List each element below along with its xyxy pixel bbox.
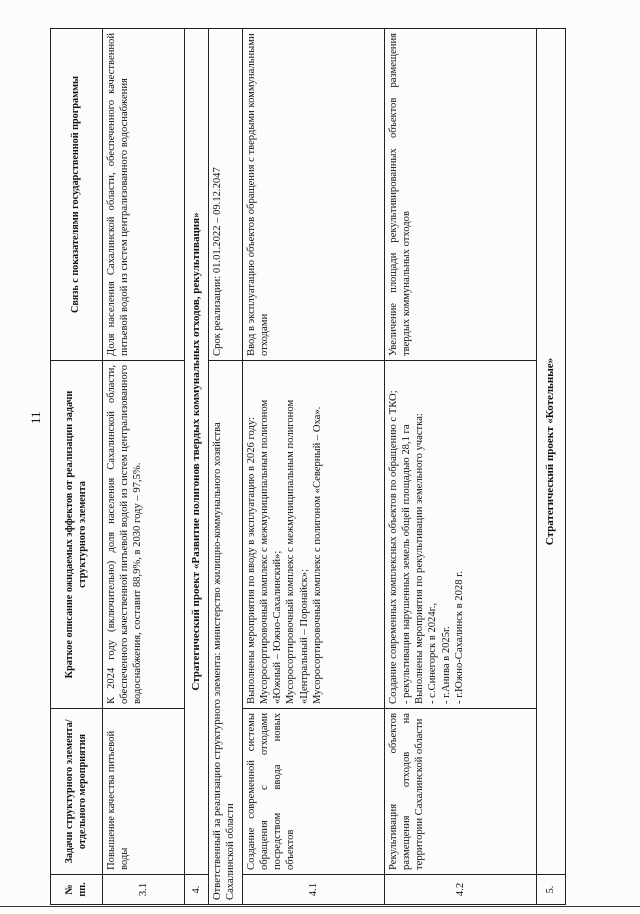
table-row	[103, 29, 185, 905]
row-number: 4.2	[385, 875, 537, 905]
effects-line: Мусоросортировочный комплекс с межмуниципальным полигоном «Центральный – Поронайск»;	[285, 399, 310, 704]
row-number: 5.	[537, 875, 566, 905]
table-row	[243, 29, 385, 905]
effects-cell	[385, 361, 537, 709]
row-number: 4.	[185, 875, 209, 905]
effects-cell	[243, 361, 385, 709]
task-cell: Повышение качества питьевой воды	[103, 709, 185, 875]
responsible-cell: Ответственный за реализацию структурного элемента: министерство жилищно-коммунального хозяйства Сахалинской области	[209, 361, 243, 905]
table-header-row	[51, 29, 103, 905]
row-number: 4.1	[243, 875, 385, 905]
section-row	[185, 29, 209, 905]
page-number: 11	[28, 411, 43, 424]
effects-line: - г.Анива в 2025г.	[440, 626, 452, 704]
effects-line: - рекультивация нарушенных земель общей площадью 28,1 га	[401, 424, 413, 704]
effects-line: Выполнены мероприятия по рекультивации земельного участка:	[414, 413, 426, 704]
link-cell: Доля населения Сахалинской области, обеспеченного качественной питьевой водой из систем централизованного водоснабжения	[103, 29, 185, 361]
link-cell: Увеличение площади рекультивированных объектов размещения твердых коммунальных отходов	[385, 29, 537, 361]
header-effects: Краткое описание ожидаемых эффектов от реализации задачи структурного элемента	[51, 361, 103, 709]
effects-line: Создание современных комплексных объектов по обращению с ТКО;	[388, 390, 399, 704]
header-task: Задачи структурного элемента/ отдельного мероприятия	[51, 709, 103, 875]
period-cell: Срок реализации: 01.01.2022 – 09.12.2047	[209, 29, 243, 361]
section-title: Стратегический проект «Развитие полигонов твердых коммунальных отходов, рекультивация»	[185, 29, 209, 875]
effects-line: Мусоросортировочный комплекс с полигоном «Северный – Оха».	[311, 406, 323, 704]
table-row	[385, 29, 537, 905]
effects-line: Выполнены мероприятия по вводу в эксплуатацию в 2026 году:	[246, 416, 257, 704]
task-cell: Создание современной системы обращения с отходами посредством ввода новых объектов	[243, 709, 385, 875]
effects-line: - с.Синегорск в 2024г.,	[427, 602, 439, 704]
effects-cell: К 2024 году (включительно) доля населения Сахалинской области, обеспеченного качественной питьевой водой из систем централизованного водоснабжения, составит 88,9%, в 2030 году – 97,5%.	[103, 361, 185, 709]
responsible-row	[209, 29, 243, 905]
section-title: Стратегический проект «Котельные»	[537, 29, 566, 875]
rotated-table-container	[50, 29, 565, 905]
effects-line: - г.Южно-Сахалинск в 2028 г.	[453, 571, 465, 704]
header-link: Связь с показателями государственной программы	[51, 29, 103, 361]
program-table	[50, 28, 566, 905]
task-cell: Рекультивация объектов размещения отходов на территории Сахалинской области	[385, 709, 537, 875]
link-cell: Ввод в эксплуатацию объектов обращения с твердыми коммунальными отходами	[243, 29, 385, 361]
page-edge-line	[0, 906, 640, 907]
row-number: 3.1	[103, 875, 185, 905]
effects-line: Мусоросортировочный комплекс с межмуниципальным полигоном «Южный – Южно-Сахалинский»;	[259, 399, 284, 704]
section-row	[537, 29, 566, 905]
header-num: № пп.	[51, 875, 103, 905]
